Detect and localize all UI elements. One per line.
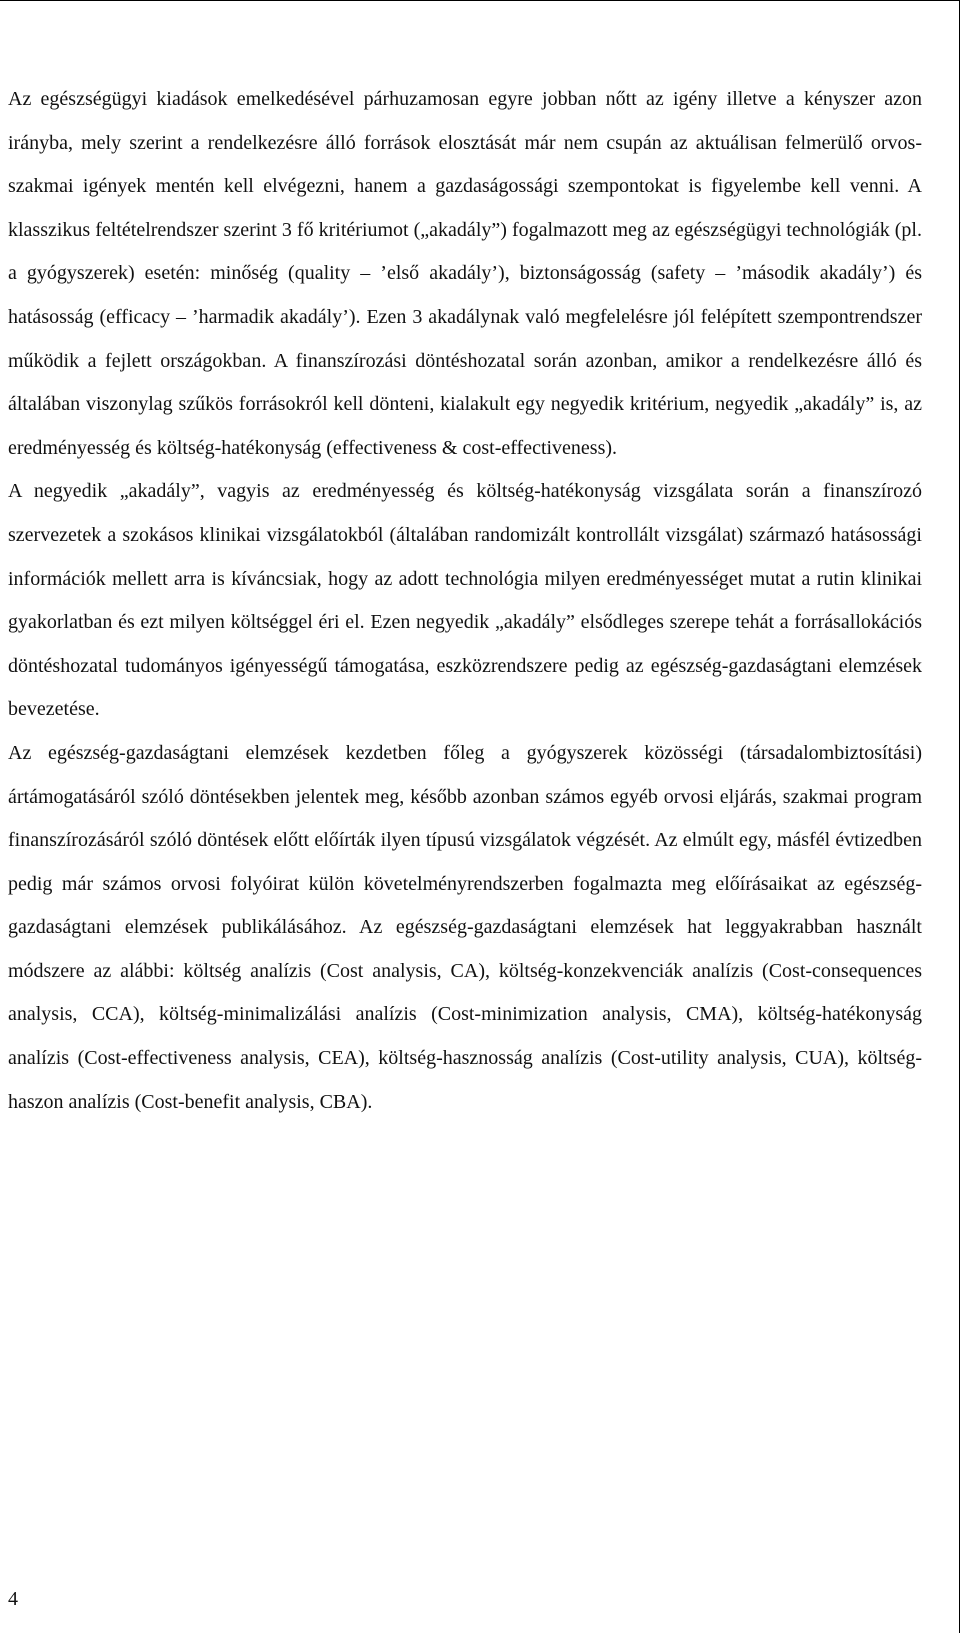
document-body (8, 78, 922, 1124)
paragraph-fourth-hurdle: A negyedik „akadály”, vagyis az eredményesség és költség-hatékonyság vizsgálata során a finanszírozó szervezetek a szokásos klinikai vizsgálatokból (általában randomizált kontrollált vizsgálat) származó hatásossági információk mellett arra is kíváncsiak, hogy az adott technológia milyen eredményességet mutat a rutin klinikai gyakorlatban és ezt milyen költséggel éri el. Ezen negyedik „akadály” elsődleges szerepe tehát a forrásallokációs döntéshozatal tudományos igényességű támogatása, eszközrendszere pedig az egészség-gazdaságtani elemzések bevezetése. (8, 480, 922, 721)
page-top-border (0, 0, 960, 1)
page-number: 4 (8, 1588, 18, 1610)
paragraph-health-expenditure: Az egészségügyi kiadások emelkedésével párhuzamosan egyre jobban nőtt az igény illetve a kényszer azon irányba, mely szerint a rendelkezésre álló források elosztását már nem csupán az aktuálisan felmerülő orvos-szakmai igények mentén kell elvégezni, hanem a gazdaságossági szempontokat is figyelembe kell venni. A klasszikus feltételrendszer szerint 3 fő kritériumot („akadály”) fogalmazott meg az egészségügyi technológiák (pl. a gyógyszerek) esetén: minőség (quality – ’első akadály’), biztonságosság (safety – ’második akadály’) és hatásosság (efficacy – ’harmadik akadály’). Ezen 3 akadálynak való megfelelésre jól felépített szempontrendszer működik a fejlett országokban. A finanszírozási döntéshozatal során azonban, amikor a rendelkezésre álló és általában viszonylag szűkös forrásokról kell dönteni, kialakult egy negyedik kritérium, negyedik „akadály” is, az eredményesség és költség-hatékonyság (effectiveness & cost-effectiveness). (8, 88, 922, 459)
paragraph-health-economics-methods: Az egészség-gazdaságtani elemzések kezdetben főleg a gyógyszerek közösségi (társadalombiztosítási) ártámogatásáról szóló döntésekben jelentek meg, később azonban számos egyéb orvosi eljárás, szakmai program finanszírozásáról szóló döntések előtt előírták ilyen típusú vizsgálatok végzését. Az elmúlt egy, másfél évtizedben pedig már számos orvosi folyóirat külön követelményrendszerben fogalmazta meg előírásaikat az egészség-gazdaságtani elemzések publikálásához. Az egészség-gazdaságtani elemzések hat leggyakrabban használt módszere az alábbi: költség analízis (Cost analysis, CA), költség-konzekvenciák analízis (Cost-consequences analysis, CCA), költség-minimalizálási analízis (Cost-minimization analysis, CMA), költség-hatékonyság analízis (Cost-effectiveness analysis, CEA), költség-hasznosság analízis (Cost-utility analysis, CUA), költség-haszon analízis (Cost-benefit analysis, CBA). (8, 741, 922, 1113)
